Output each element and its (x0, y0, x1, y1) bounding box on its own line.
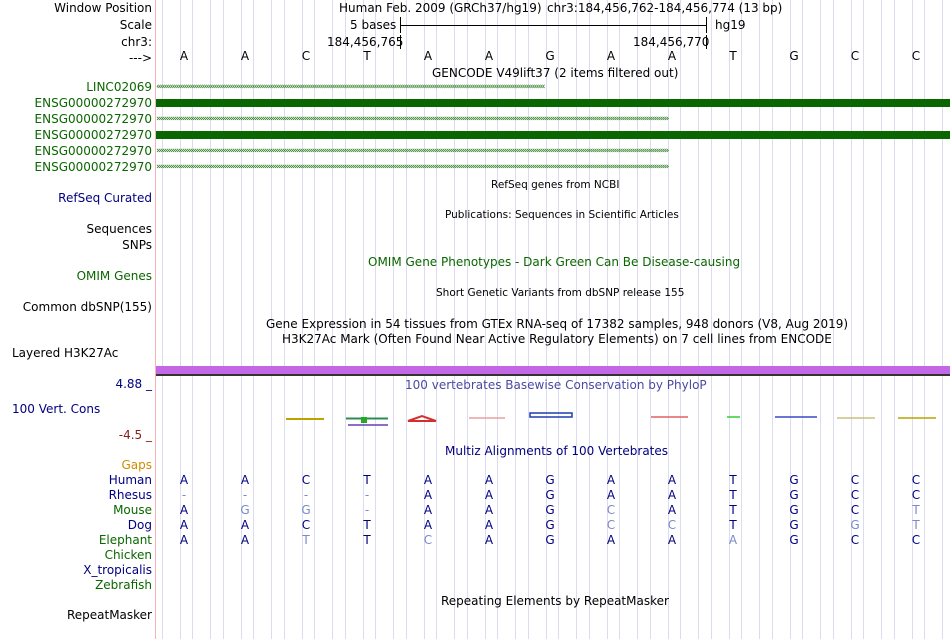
aligned-base: C (667, 518, 677, 532)
aligned-base: A (606, 488, 616, 502)
aligned-base: A (240, 473, 250, 487)
aligned-base: - (242, 488, 248, 502)
aligned-base: A (240, 533, 250, 547)
h3k27ac-signal-bar[interactable] (156, 366, 950, 374)
track-label-refseq[interactable]: RefSeq Curated (58, 191, 152, 205)
base: A (667, 49, 677, 63)
aligned-base: C (850, 503, 860, 517)
gene-ensg-exon-bar-1[interactable] (156, 99, 950, 107)
base: C (850, 49, 860, 63)
base: C (301, 49, 311, 63)
multiz-track-title: Multiz Alignments of 100 Vertebrates (445, 444, 669, 458)
gene-label-ensg-5[interactable]: ENSG00000272970 (34, 160, 152, 174)
gene-label-ensg-2[interactable]: ENSG00000272970 (34, 112, 152, 126)
aligned-base: T (729, 503, 737, 517)
aligned-base: A (667, 533, 677, 547)
aligned-base: T (363, 473, 371, 487)
aligned-base: A (484, 473, 494, 487)
aligned-base: T (363, 533, 371, 547)
species-label-human: Human (108, 473, 152, 487)
phylop-track-title: 100 vertebrates Basewise Conservation by PhyloP (405, 378, 707, 392)
species-label-mouse: Mouse (113, 503, 152, 517)
track-label-100-vert-cons[interactable]: 100 Vert. Cons (12, 402, 101, 416)
aligned-base: A (667, 503, 677, 517)
aligned-base: - (181, 488, 187, 502)
track-label-snps[interactable]: SNPs (122, 238, 152, 252)
aligned-base: T (302, 533, 310, 547)
species-label-x-tropicalis: X_tropicalis (83, 563, 152, 577)
aligned-base: A (423, 503, 433, 517)
gtex-track-title: Gene Expression in 54 tissues from GTEx RNA-seq of 17382 samples, 948 donors (V8, Aug 2019) (266, 317, 849, 331)
window-position-label: Window Position (54, 1, 152, 15)
gencode-track-title: GENCODE V49lift37 (2 items filtered out) (432, 66, 679, 80)
track-display-area[interactable] (156, 0, 950, 639)
species-label-dog: Dog (127, 518, 152, 532)
aligned-base: A (667, 488, 677, 502)
gene-ensg-forward-strand-4[interactable]: ›››››››››››››››››››››››››››››››››››››››››››››››››››››››››››››››››››››››››››››››››››››››››››››››››››››››››››››››››››››››››››››››››››››››››››››››››››››››››››››››››››››››››››››››››››››››››››››››››››››››››››››››››››››››››››››››››››››››››››››››››››››››››››››››› (156, 146, 668, 156)
aligned-base: T (363, 518, 371, 532)
gene-ensg-forward-strand-2[interactable]: ›››››››››››››››››››››››››››››››››››››››››››››››››››››››››››››››››››››››››››››››››››››››››››››››››››››››››››››››››››››››››››››››››››››››››››››››››››››››››››››››››››››››››››››››››››››››››››››››››››››››››››››››››››››››››››››››››››››››››››››››››››››››››››››››› (156, 114, 668, 124)
phylop-conservation-marks[interactable] (156, 408, 950, 430)
aligned-base: A (423, 488, 433, 502)
position-range: chr3:184,456,762-184,456,774 (13 bp) (547, 1, 783, 15)
aligned-base: C (911, 488, 921, 502)
aligned-base: G (850, 518, 860, 532)
track-label-sequences[interactable]: Sequences (86, 222, 152, 236)
aligned-base: A (606, 533, 616, 547)
aligned-base: G (545, 518, 555, 532)
aligned-base: - (364, 488, 370, 502)
gene-ensg-forward-strand-5[interactable]: ›››››››››››››››››››››››››››››››››››››››››››››››››››››››››››››››››››››››››››››››››››››››››››››››››››››››››››››››››››››››››››››››››››››››››››››››››››››››››››››››››››››››››››››››››››››››››››››››››››››››››››››››››››››››››››››››››››››››››››››››››››››››››››››››› (156, 162, 668, 172)
aligned-base: A (423, 473, 433, 487)
species-label-rhesus: Rhesus (108, 488, 152, 502)
scale-bases-text: 5 bases (350, 18, 397, 32)
aligned-base: A (484, 518, 494, 532)
aligned-base: A (484, 503, 494, 517)
base: T (363, 49, 371, 63)
aligned-base: T (729, 488, 737, 502)
gene-label-ensg-4[interactable]: ENSG00000272970 (34, 144, 152, 158)
aligned-base: T (729, 518, 737, 532)
aligned-base: - (364, 503, 370, 517)
species-label-elephant: Elephant (98, 533, 152, 547)
aligned-base: G (789, 473, 799, 487)
gene-label-linc02069[interactable]: LINC02069 (86, 80, 152, 94)
aligned-base: A (179, 503, 189, 517)
publications-track-title: Publications: Sequences in Scientific Articles (445, 209, 679, 221)
aligned-base: G (789, 503, 799, 517)
gene-ensg-exon-bar-3[interactable] (156, 131, 950, 139)
aligned-base: T (912, 518, 920, 532)
aligned-base: A (484, 533, 494, 547)
base: A (484, 49, 494, 63)
aligned-base: C (911, 533, 921, 547)
aligned-base: C (850, 533, 860, 547)
h3k27ac-track-title: H3K27Ac Mark (Often Found Near Active Regulatory Elements) on 7 cell lines from ENCODE (282, 332, 832, 346)
base: G (545, 49, 555, 63)
track-label-h3k27ac[interactable]: Layered H3K27Ac (12, 346, 119, 360)
aligned-base: G (789, 533, 799, 547)
aligned-base: A (484, 488, 494, 502)
track-label-dbsnp[interactable]: Common dbSNP(155) (22, 300, 152, 314)
aligned-base: T (729, 473, 737, 487)
cons-min-label: -4.5 _ (118, 428, 152, 442)
base: A (606, 49, 616, 63)
base-position-right: 184,456,770 (633, 35, 710, 49)
repeatmasker-track-title: Repeating Elements by RepeatMasker (441, 594, 669, 608)
aligned-base: A (606, 473, 616, 487)
aligned-base: A (423, 518, 433, 532)
assembly-title: Human Feb. 2009 (GRCh37/hg19) (339, 1, 542, 15)
base-position-left: 184,456,765 (327, 35, 404, 49)
aligned-base: G (240, 503, 250, 517)
aligned-base: G (545, 503, 555, 517)
gene-label-ensg-1[interactable]: ENSG00000272970 (34, 96, 152, 110)
aligned-base: C (606, 518, 616, 532)
aligned-base: C (301, 518, 311, 532)
aligned-base: G (545, 473, 555, 487)
aligned-base: A (179, 473, 189, 487)
species-label-zebrafish: Zebrafish (95, 578, 152, 592)
gene-label-ensg-3[interactable]: ENSG00000272970 (34, 128, 152, 142)
scale-label: Scale (119, 18, 152, 32)
aligned-base: T (912, 503, 920, 517)
aligned-base: A (240, 518, 250, 532)
aligned-base: C (911, 473, 921, 487)
aligned-base: G (301, 503, 311, 517)
base: A (423, 49, 433, 63)
aligned-base: A (179, 518, 189, 532)
omim-track-title: OMIM Gene Phenotypes - Dark Green Can Be Disease-causing (368, 255, 741, 269)
scale-db-text: hg19 (715, 18, 746, 32)
aligned-base: - (303, 488, 309, 502)
aligned-base: C (423, 533, 433, 547)
base: A (179, 49, 189, 63)
aligned-base: C (850, 488, 860, 502)
aligned-base: A (179, 533, 189, 547)
track-label-repeatmasker[interactable]: RepeatMasker (66, 608, 152, 622)
cons-max-label: 4.88 _ (115, 377, 152, 391)
track-label-gaps: Gaps (121, 458, 152, 472)
strand-arrow-label: ---> (128, 51, 152, 65)
gene-linc02069-reverse-strand[interactable]: ‹‹‹‹‹‹‹‹‹‹‹‹‹‹‹‹‹‹‹‹‹‹‹‹‹‹‹‹‹‹‹‹‹‹‹‹‹‹‹‹‹‹‹‹‹‹‹‹‹‹‹‹‹‹‹‹‹‹‹‹‹‹‹‹‹‹‹‹‹‹‹‹‹‹‹‹‹‹‹‹‹‹‹‹‹‹‹‹‹‹‹‹‹‹‹‹‹‹‹‹‹‹‹‹‹‹‹‹‹‹‹‹‹‹‹‹‹‹‹‹‹‹‹‹‹‹‹‹‹‹‹‹‹‹‹‹‹‹‹‹‹‹‹‹‹‹‹‹‹‹‹‹‹‹‹‹‹‹‹‹‹‹‹‹‹‹‹‹‹‹‹‹‹‹‹‹‹‹‹‹‹‹‹‹‹‹‹‹‹‹‹‹‹‹ (156, 82, 544, 92)
aligned-base: G (789, 518, 799, 532)
base: A (240, 49, 250, 63)
refseq-track-title: RefSeq genes from NCBI (491, 179, 620, 191)
species-label-chicken: Chicken (104, 548, 152, 562)
aligned-base: A (667, 473, 677, 487)
dbsnp-track-title: Short Genetic Variants from dbSNP release 155 (436, 287, 685, 299)
chr-label: chr3: (121, 35, 152, 49)
aligned-base: A (728, 533, 738, 547)
base: C (911, 49, 921, 63)
aligned-base: C (850, 473, 860, 487)
aligned-base: G (545, 488, 555, 502)
aligned-base: C (301, 473, 311, 487)
h3k27ac-baseline (156, 374, 950, 376)
base: G (789, 49, 799, 63)
track-labels-panel (0, 0, 155, 639)
aligned-base: G (545, 533, 555, 547)
base: T (729, 49, 737, 63)
aligned-base: G (789, 488, 799, 502)
track-label-omim[interactable]: OMIM Genes (76, 269, 152, 283)
aligned-base: C (606, 503, 616, 517)
